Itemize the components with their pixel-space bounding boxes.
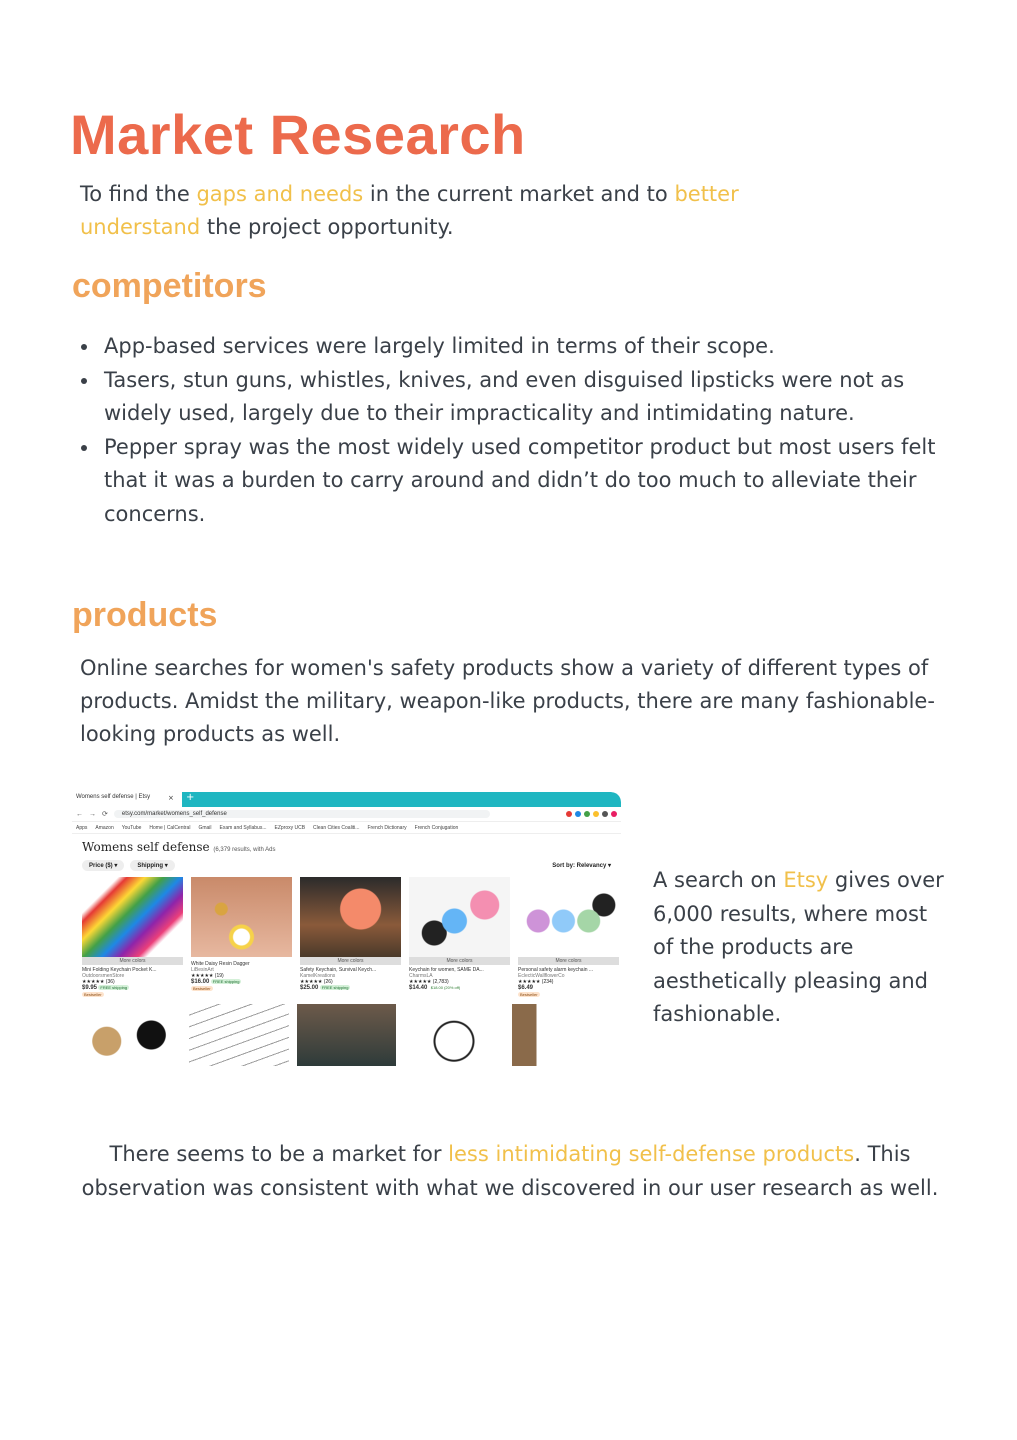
listing-title[interactable]: Safety Keychain, Survival Keych... <box>300 967 377 973</box>
listing-title[interactable]: White Daisy Resin Dagger <box>191 961 250 967</box>
bestseller-badge: Bestseller <box>193 986 211 991</box>
rating: ★★★★★ (234) <box>518 979 554 985</box>
pompom-keychain-image[interactable] <box>409 877 510 957</box>
rating: ★★★★★ (2,783) <box>409 979 449 985</box>
rating: ★★★★★ (19) <box>191 973 224 979</box>
rating: ★★★★★ (36) <box>82 979 115 985</box>
more-colors-label: More colors <box>409 957 510 965</box>
listing-card[interactable] <box>409 877 510 998</box>
etsy-caption <box>653 864 953 1032</box>
forward-icon[interactable]: → <box>89 810 96 818</box>
sort-dropdown[interactable]: Sort by: Relevancy ▾ <box>552 863 611 869</box>
bookmark-item[interactable]: Gmail <box>198 824 212 831</box>
listing-card[interactable] <box>518 877 619 998</box>
competitors-list <box>78 330 958 531</box>
browser-address-bar <box>72 807 621 822</box>
listing-title[interactable]: Keychain for women, SAME DA... <box>409 967 484 973</box>
intro-paragraph <box>80 178 860 244</box>
shop-name: LiBesinArt <box>191 967 214 973</box>
new-tab-icon[interactable]: + <box>186 792 195 803</box>
more-colors-label: More colors <box>82 957 183 965</box>
closing-highlight: less intimidating self-defense products <box>448 1142 855 1166</box>
price: $25.00 <box>300 985 319 991</box>
shipping-badge: FREE shipping <box>100 985 128 990</box>
caption-highlight: Etsy <box>783 868 829 892</box>
listing-title[interactable]: Mini Folding Keychain Pocket K... <box>82 967 157 973</box>
intro-highlight: gaps and needs <box>196 182 364 206</box>
more-colors-label: More colors <box>518 957 619 965</box>
bookmark-item[interactable]: French Conjugation <box>414 824 459 831</box>
price: $16.00 <box>191 979 210 985</box>
list-item: Pepper spray was the most widely used competitor product but most users felt that it was a burden to carry around and didn’t do too much to alleviate their concerns. <box>78 431 958 532</box>
results-title: Womens self defense <box>82 840 210 854</box>
bestseller-badge: Bestseller <box>84 992 102 997</box>
intro-text: in the current market and to <box>363 182 675 206</box>
bookmark-item[interactable]: Clean Cities Coaliti... <box>313 824 360 831</box>
intro-highlight: better understand <box>80 182 739 239</box>
etsy-screenshot <box>72 792 621 1102</box>
listing-title[interactable]: Personal safety alarm keychain ... <box>518 967 594 973</box>
browser-tab[interactable]: Womens self defense | Etsy <box>76 794 151 800</box>
back-icon[interactable]: ← <box>76 810 83 818</box>
caption-text: gives over 6,000 results, where most of the products are aesthetically pleasing and fashionable. <box>653 868 944 1026</box>
close-icon[interactable]: × <box>168 794 174 802</box>
browser-tab-bar <box>72 792 621 807</box>
shop-name: KamelKreations <box>300 973 336 979</box>
page-title: Market Research <box>70 103 526 166</box>
products-paragraph: Online searches for women's safety products show a variety of different types of products. Amidst the military, weapon-like products, there are many fashionable-looking products as well. <box>80 656 935 746</box>
closing-text: . This observation was consistent with what we discovered in our user research as well. <box>81 1142 939 1200</box>
listing-card[interactable] <box>300 877 401 998</box>
results-count: (6,379 results, with Ads <box>213 847 276 853</box>
listing-grid-row-2 <box>72 998 621 1066</box>
price: $9.95 <box>82 985 98 991</box>
filter-bar <box>72 854 621 871</box>
knife-keychain-image[interactable] <box>82 877 183 957</box>
price: $6.49 <box>518 985 534 991</box>
bookmark-item[interactable]: Amazon <box>95 824 114 831</box>
bookmark-item[interactable]: French Dictionary <box>367 824 407 831</box>
kubotan-image[interactable] <box>512 1004 611 1066</box>
bestseller-badge: Bestseller <box>520 992 538 997</box>
shop-name: CharmsLA <box>409 973 433 979</box>
spike-keychain-image[interactable] <box>189 1004 288 1066</box>
shipping-badge: FREE shipping <box>212 979 240 984</box>
rating: ★★★★★ (26) <box>300 979 333 985</box>
products-heading: products <box>72 596 218 634</box>
intro-text: To find the <box>80 182 197 206</box>
listing-card[interactable] <box>191 877 292 998</box>
bag-image[interactable] <box>297 1004 396 1066</box>
extension-icons <box>566 811 617 817</box>
bookmark-item[interactable]: Exam and Syllabus... <box>219 824 267 831</box>
safety-keychain-image[interactable] <box>300 877 401 957</box>
caption-text: A search on <box>653 868 784 892</box>
list-item: Tasers, stun guns, whistles, knives, and even disguised lipsticks were not as widely used, largely due to their impracticality and intimidating nature. <box>78 364 958 431</box>
bookmark-item[interactable]: Home | CalCentral <box>149 824 191 831</box>
more-colors-label: More colors <box>300 957 401 965</box>
closing-paragraph <box>60 1138 960 1205</box>
tshirt-image[interactable] <box>404 1004 503 1066</box>
shop-name: OutdoorsmenStore <box>82 973 125 979</box>
search-results-heading <box>72 834 621 854</box>
price-filter-button[interactable]: Price ($) ▾ <box>82 860 124 871</box>
more-colors-label <box>191 957 292 959</box>
scrunchie-keychain-image[interactable] <box>82 1004 181 1066</box>
bookmark-item[interactable]: EZproxy UCB <box>274 824 306 831</box>
discount-label: $18.00 (20% off) <box>430 985 461 990</box>
listing-grid <box>72 871 621 998</box>
price: $14.40 <box>409 985 428 991</box>
alarm-keychain-image[interactable] <box>518 877 619 957</box>
shipping-badge: FREE shipping <box>321 985 349 990</box>
shipping-filter-button[interactable]: Shipping ▾ <box>130 860 174 871</box>
list-item: App-based services were largely limited in terms of their scope. <box>78 330 958 364</box>
intro-text: the project opportunity. <box>200 215 454 239</box>
shop-name: EclecticWallflowerCo <box>518 973 565 979</box>
closing-text: There seems to be a market for <box>109 1142 449 1166</box>
bookmarks-bar <box>72 822 621 834</box>
competitors-heading: competitors <box>72 267 267 305</box>
reload-icon[interactable]: ⟳ <box>102 811 108 818</box>
daisy-dagger-image[interactable] <box>191 877 292 957</box>
bookmark-item[interactable]: YouTube <box>121 824 142 831</box>
bookmark-item[interactable]: Apps <box>76 824 88 831</box>
listing-card[interactable] <box>82 877 183 998</box>
url-input[interactable]: etsy.com/market/womens_self_defense <box>114 810 490 818</box>
